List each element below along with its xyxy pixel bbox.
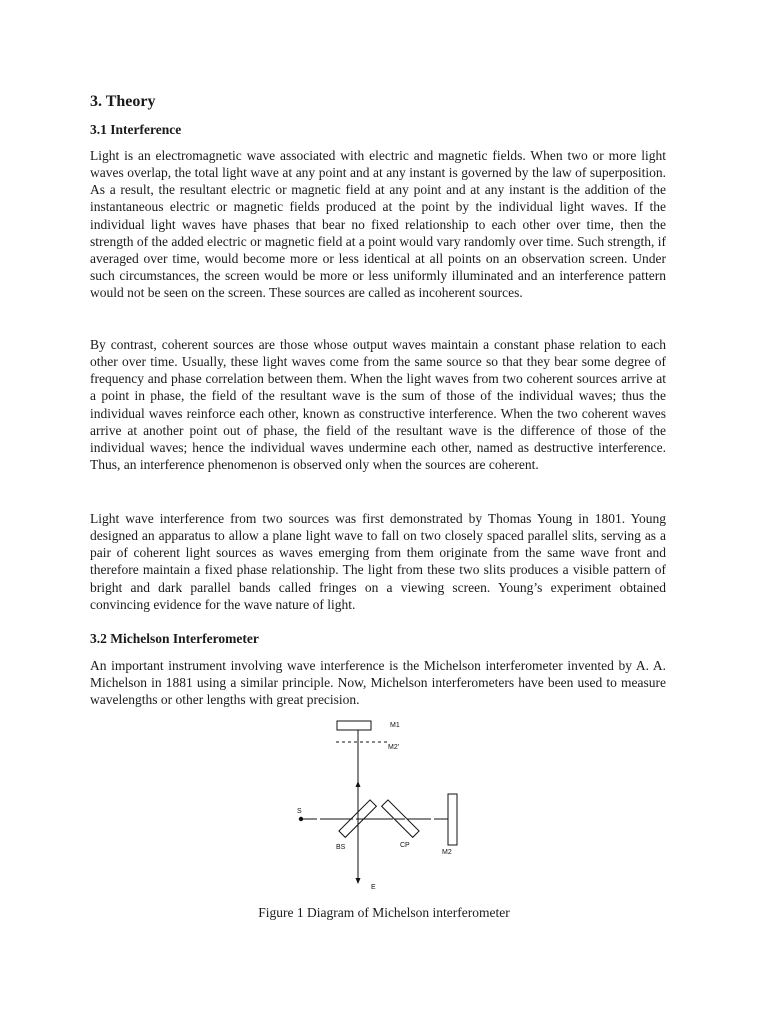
label-cp: CP [400,842,410,849]
label-m2: M2 [442,849,452,856]
mirror-m1 [337,721,371,730]
label-m2-prime: M2' [388,744,400,751]
paragraph-coherent-sources: By contrast, coherent sources are those whose output waves maintain a constant phase relation to each other over time. Usually, these light waves come from the same source so that they bear some degree of frequency and phase correlation between them. When the light waves from two coherent sources arrive at a point in phase, the field of the resultant wave is the sum of those of the individual waves; thus the individual waves reinforce each other, known as constructive interference. When the two coherent waves arrive at another point out of phase, the field of the resultant wave is the difference of those of the individual waves; hence the individual waves undermine each other, named as destructive interference. Thus, an interference phenomenon is observed only when the sources are coherent. [90,337,666,473]
figure-caption: Figure 1 Diagram of Michelson interferometer [258,905,510,920]
label-bs: BS [336,844,346,851]
paragraph-michelson-intro: An important instrument involving wave interference is the Michelson interferometer invented by A. A. Michelson in 1881 using a similar principle. Now, Michelson interferometers have been used to measure wavelengths or other lengths with great precision. [90,658,666,708]
section-title: 3. Theory [90,93,156,110]
label-e: E [371,884,376,891]
paragraph-incoherent-sources: Light is an electromagnetic wave associated with electric and magnetic fields. When two or more light waves overlap, the total light wave at any point and at any instant is governed by the law of superposition. As a result, the resultant electric or magnetic field at any point and at any instant is the addition of the instantaneous electric or magnetic fields produced at the point by the individual light waves. If the individual light waves have phases that bear no fixed relationship to each other over time, then the strength of the added electric or magnetic field at a point would vary randomly over time. Such strength, if averaged over time, would become more or less identical at all points on an observation screen. Under such circumstances, the screen would be more or less uniformly illuminated and an interference pattern would not be seen on the screen. These sources are called as incoherent sources. [90,148,666,301]
label-s: S [297,808,302,815]
subsection-heading-interference: 3.1 Interference [90,122,182,137]
paragraph-young-experiment: Light wave interference from two sources was first demonstrated by Thomas Young in 1801. Young designed an apparatus to allow a plane light wave to fall on two closely spaced parallel slits, serving as a pair of coherent light sources as waves emerging from them originate from the same wave front and therefore maintain a fixed phase relationship. The light from these two slits produces a visible pattern of bright and dark parallel bands called fringes on a viewing screen. Young’s experiment obtained convincing evidence for the wave nature of light. [90,511,666,612]
beam-arrow-up [356,781,361,787]
label-m1: M1 [390,722,400,729]
subsection-heading-michelson: 3.2 Michelson Interferometer [90,631,259,646]
mirror-m2 [448,794,457,845]
beam-arrow-down [356,878,361,884]
michelson-interferometer-diagram [290,715,480,895]
source-point [299,817,303,821]
